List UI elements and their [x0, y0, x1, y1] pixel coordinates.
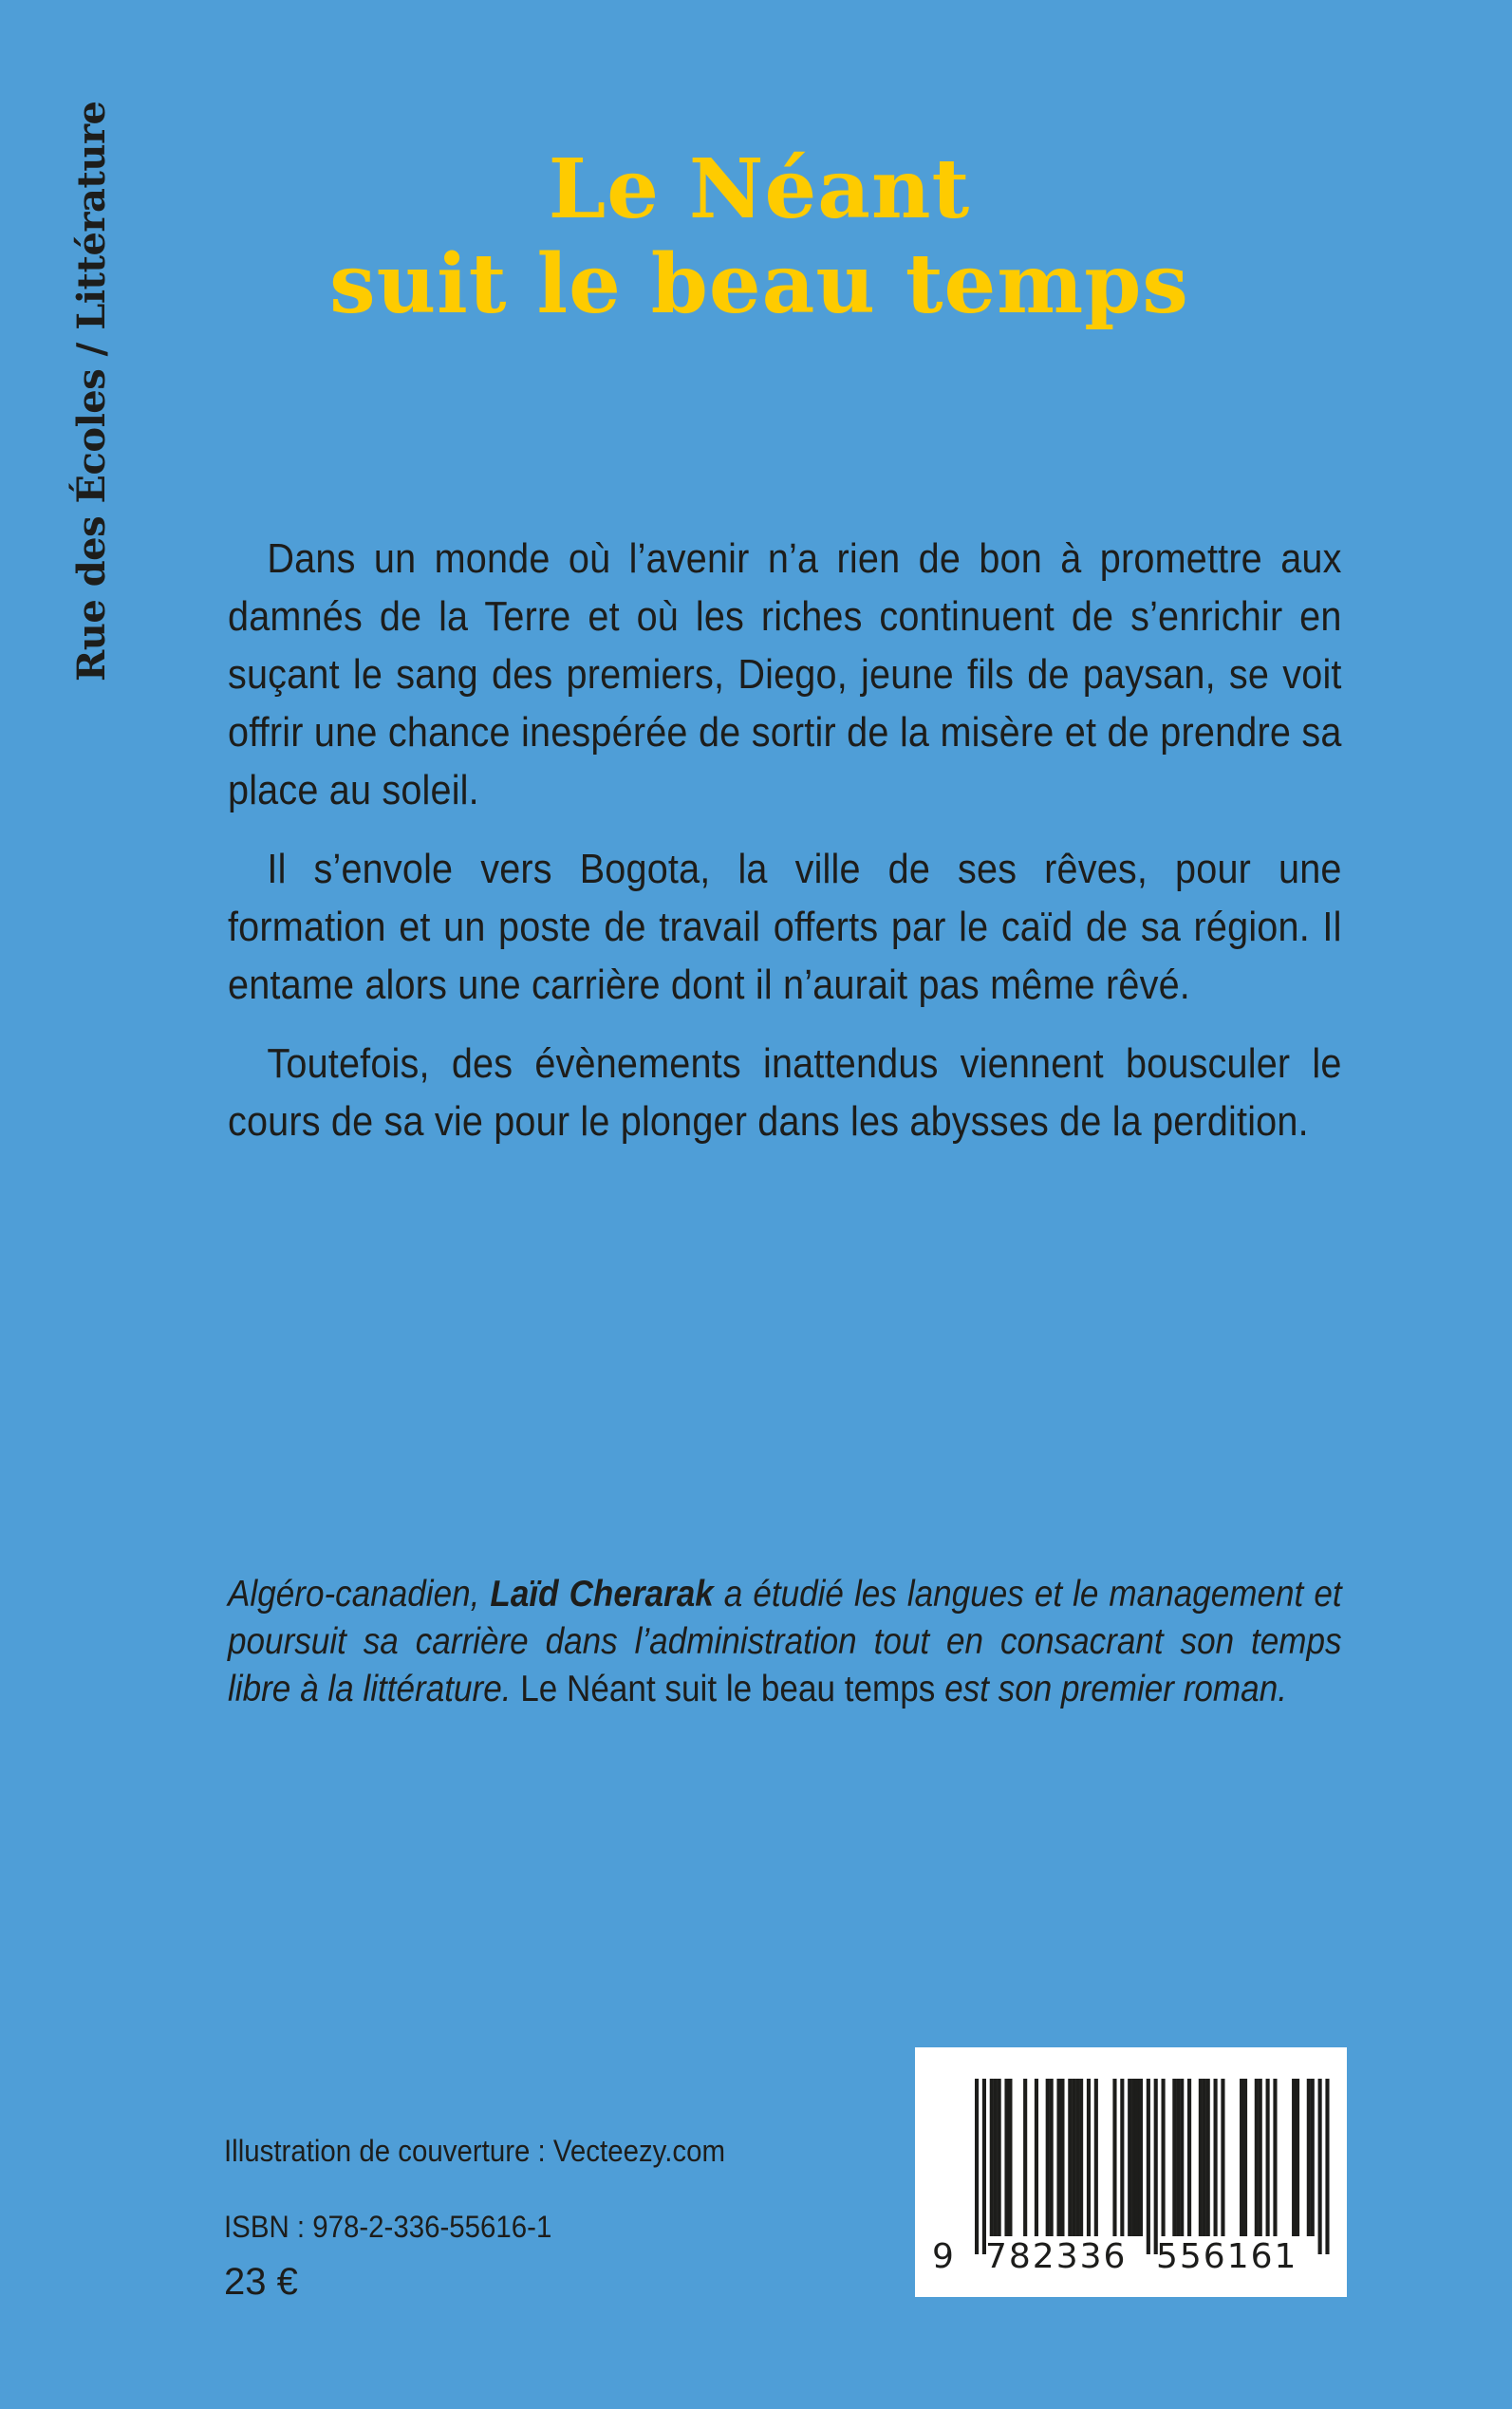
barcode-bars — [975, 2079, 1330, 2254]
barcode-bar — [1266, 2079, 1270, 2236]
spine-collection-label — [69, 101, 137, 682]
barcode-bar — [1162, 2079, 1166, 2236]
barcode-bar — [1079, 2079, 1083, 2236]
isbn: ISBN : 978-2-336-55616-1 — [224, 2210, 552, 2244]
barcode-left-digits: 782336 — [985, 2237, 1128, 2276]
barcode-bar — [1046, 2079, 1050, 2236]
barcode-bar — [1112, 2079, 1116, 2236]
book-title — [190, 142, 1329, 332]
barcode-bar — [1172, 2079, 1176, 2236]
barcode-bar — [982, 2079, 986, 2254]
barcode-bar — [1023, 2079, 1027, 2236]
barcode-bar — [1318, 2079, 1322, 2254]
bio-suffix: est son premier roman. — [935, 1669, 1287, 1709]
barcode-bar — [1131, 2079, 1135, 2236]
barcode-bar — [1050, 2079, 1054, 2236]
barcode-bar — [1311, 2079, 1315, 2236]
barcode-bar — [1008, 2079, 1012, 2236]
collection-name: Rue des Écoles / Littérature — [69, 101, 114, 682]
barcode-bar — [1325, 2079, 1329, 2254]
barcode-bar — [1187, 2079, 1191, 2236]
barcode-bar — [1135, 2079, 1139, 2236]
barcode-bar — [975, 2079, 979, 2254]
barcode-bar — [998, 2079, 1001, 2236]
title-line-1: Le Néant — [548, 141, 971, 237]
barcode-bar — [1199, 2079, 1203, 2236]
barcode-bar — [1060, 2079, 1064, 2236]
title-line-2: suit le beau temps — [329, 236, 1189, 332]
bio-prefix: Algéro-canadien, — [228, 1574, 491, 1615]
barcode-bar — [1139, 2079, 1143, 2236]
bio-middle: a étudié les langues et le management et poursuit sa carrière dans l’administration tout en consacrant son temps libre à la littérature. — [228, 1574, 1342, 1709]
barcode-bar — [1094, 2079, 1098, 2236]
barcode-bar — [990, 2079, 994, 2236]
barcode-bar — [1296, 2079, 1299, 2236]
barcode-right-digits: 556161 — [1156, 2237, 1298, 2276]
barcode-bar — [1128, 2079, 1131, 2236]
barcode-bar — [1147, 2079, 1150, 2254]
barcode-bar — [1292, 2079, 1296, 2236]
blurb-paragraph: Dans un monde où l’avenir n’a rien de bon à promettre aux damnés de la Terre et où les riches continuent de s’enrichir en suçant le sang des premiers, Diego, jeune fils de paysan, se voit offrir une chance inespérée de sortir de la misère et de prendre sa place au soleil. — [228, 535, 1342, 813]
barcode-bar — [1072, 2079, 1075, 2236]
barcode-bar — [1075, 2079, 1079, 2236]
barcode-first-digit: 9 — [932, 2237, 954, 2276]
barcode-bar — [1307, 2079, 1311, 2236]
barcode-graphic — [915, 2047, 1347, 2297]
barcode-bar — [1004, 2079, 1008, 2236]
price: 23 € — [224, 2261, 298, 2303]
bio-book-title: Le Néant suit le beau temps — [520, 1669, 936, 1709]
barcode-bar — [1120, 2079, 1124, 2236]
barcode-bar — [1087, 2079, 1091, 2236]
barcode-bar — [1035, 2079, 1038, 2236]
illustration-credit: Illustration de couverture : Vecteezy.com — [224, 2134, 725, 2168]
barcode-bar — [1214, 2079, 1218, 2236]
barcode-bar — [1240, 2079, 1243, 2236]
blurb-paragraph: Il s’envole vers Bogota, la ville de ses rêves, pour une formation et un poste de travail offerts par le caïd de sa région. Il entame alors une carrière dont il n’aurait pas même rêvé. — [228, 846, 1342, 1008]
blurb-paragraph: Toutefois, des évènements inattendus viennent bousculer le cours de sa vie pour le plonger dans les abysses de la perdition. — [228, 1040, 1342, 1145]
author-bio — [228, 1571, 1342, 1713]
barcode-bar — [1221, 2079, 1224, 2236]
barcode-bar — [994, 2079, 998, 2236]
barcode-bar — [1056, 2079, 1060, 2236]
barcode-bar — [1176, 2079, 1180, 2236]
barcode-bar — [1206, 2079, 1210, 2236]
barcode-bar — [1259, 2079, 1262, 2236]
barcode — [915, 2047, 1347, 2297]
barcode-bar — [1255, 2079, 1259, 2236]
barcode-bar — [1154, 2079, 1158, 2254]
barcode-bar — [1243, 2079, 1247, 2236]
barcode-bar — [1273, 2079, 1277, 2236]
barcode-bar — [1180, 2079, 1184, 2236]
back-cover-blurb — [228, 530, 1342, 1171]
author-name: Laïd Cherarak — [490, 1574, 714, 1615]
barcode-bar — [1203, 2079, 1206, 2236]
barcode-bar — [1068, 2079, 1072, 2236]
